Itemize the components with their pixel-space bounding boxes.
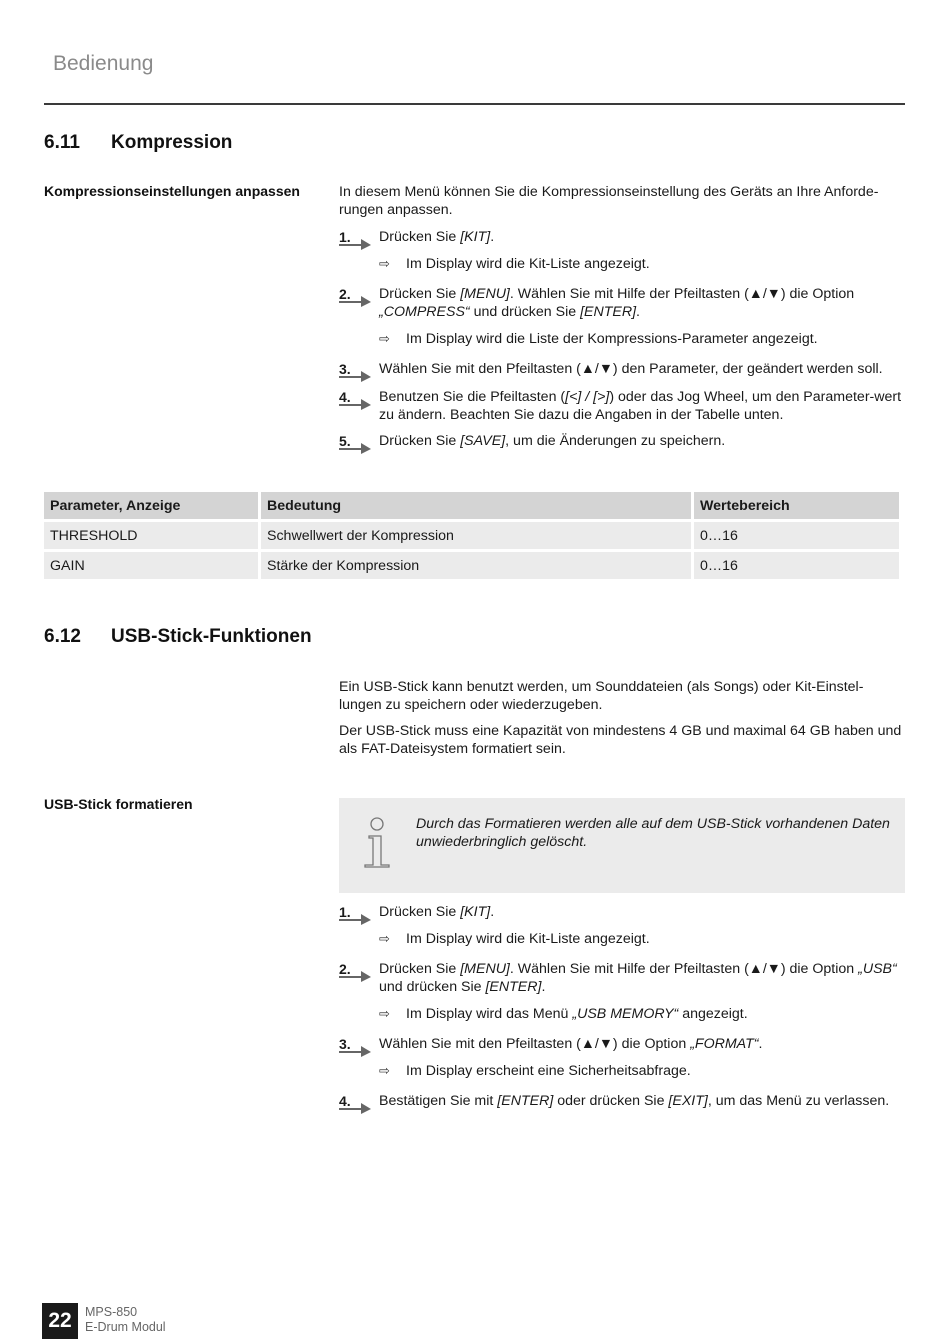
note-box (339, 798, 905, 893)
table-row (44, 522, 899, 549)
result-text: Im Display wird die Liste der Kompressions-Parameter angezeigt. (406, 331, 818, 347)
step-arrow-icon (339, 396, 371, 410)
table-row (44, 552, 899, 579)
table-header-row (44, 492, 899, 519)
info-icon (361, 817, 393, 869)
step-number: 1. (339, 904, 351, 920)
note-text: Durch das Formatieren werden alle auf dem USB-Stick vorhandenen Daten unwiederbringlich gelöscht. (416, 816, 890, 850)
step-text: Drücken Sie [MENU]. Wählen Sie mit Hilfe der Pfeiltasten (▲/▼) die Option „USB“ und drücken Sie [ENTER]. (379, 961, 897, 995)
side-label-compression: Kompressionseinstellungen anpassen (44, 183, 300, 199)
result-text: Im Display wird die Kit-Liste angezeigt. (406, 256, 650, 272)
result-text: Im Display wird die Kit-Liste angezeigt. (406, 931, 650, 947)
step-arrow-icon (339, 236, 371, 250)
table-cell: Stärke der Kompression (261, 552, 691, 579)
result-arrow-icon: ⇨ (379, 256, 390, 271)
step-text: Bestätigen Sie mit [ENTER] oder drücken Sie [EXIT], um das Menü zu verlassen. (379, 1093, 890, 1109)
step-arrow-icon (339, 368, 371, 382)
step-arrow-icon (339, 1100, 371, 1114)
step-text: Drücken Sie [KIT]. (379, 229, 495, 245)
intro-paragraph: In diesem Menü können Sie die Kompressionseinstellung des Geräts an Ihre Anforde-rungen anpassen. (339, 184, 879, 218)
section-title: Kompression (111, 132, 233, 153)
step-arrow-icon (339, 968, 371, 982)
step-number: 2. (339, 961, 351, 977)
step-number: 1. (339, 229, 351, 245)
page-number: 22 (42, 1303, 78, 1339)
table-header: Bedeutung (261, 492, 691, 519)
table-cell: 0…16 (694, 552, 899, 579)
usb-paragraph-1: Ein USB-Stick kann benutzt werden, um Sounddateien (als Songs) oder Kit-Einstel-lungen zu speichern oder wiederzugeben. (339, 679, 864, 713)
step-arrow-icon (339, 293, 371, 307)
parameter-table (41, 489, 902, 582)
result-text: Im Display erscheint eine Sicherheitsabfrage. (406, 1063, 691, 1079)
result-arrow-icon: ⇨ (379, 931, 390, 946)
step-number: 5. (339, 433, 351, 449)
step-number: 3. (339, 361, 351, 377)
step-number: 3. (339, 1036, 351, 1052)
table-cell: Schwellwert der Kompression (261, 522, 691, 549)
step-text: Wählen Sie mit den Pfeiltasten (▲/▼) den Parameter, der geändert werden soll. (379, 361, 883, 377)
step-text: Drücken Sie [MENU]. Wählen Sie mit Hilfe der Pfeiltasten (▲/▼) die Option „COMPRESS“ und drücken Sie [ENTER]. (379, 286, 855, 320)
table-cell: 0…16 (694, 522, 899, 549)
result-arrow-icon: ⇨ (379, 1006, 390, 1021)
step-number: 2. (339, 286, 351, 302)
section-number: 6.12 (44, 626, 81, 647)
step-text: Wählen Sie mit den Pfeiltasten (▲/▼) die Option „FORMAT“. (379, 1036, 763, 1052)
step-number: 4. (339, 389, 351, 405)
step-arrow-icon (339, 1043, 371, 1057)
result-arrow-icon: ⇨ (379, 331, 390, 346)
section-title: USB-Stick-Funktionen (111, 626, 312, 647)
step-text: Drücken Sie [SAVE], um die Änderungen zu speichern. (379, 433, 726, 449)
step-arrow-icon (339, 440, 371, 454)
running-header: Bedienung (53, 52, 154, 75)
table-header: Wertebereich (694, 492, 899, 519)
result-arrow-icon: ⇨ (379, 1063, 390, 1078)
table-cell: THRESHOLD (44, 522, 258, 549)
table-header: Parameter, Anzeige (44, 492, 258, 519)
step-text: Benutzen Sie die Pfeiltasten ([<] / [>]) oder das Jog Wheel, um den Parameter-wert zu ändern. Beachten Sie dazu die Angaben in der Tabelle unten. (379, 389, 902, 423)
step-number: 4. (339, 1093, 351, 1109)
section-heading-6-11 (44, 132, 232, 154)
table-cell: GAIN (44, 552, 258, 579)
result-text: Im Display wird das Menü „USB MEMORY“ angezeigt. (406, 1006, 748, 1022)
header-rule (44, 103, 905, 105)
step-text: Drücken Sie [KIT]. (379, 904, 495, 920)
section-heading-6-12 (44, 626, 312, 648)
step-arrow-icon (339, 911, 371, 925)
side-label-usb-format: USB-Stick formatieren (44, 796, 193, 812)
footer-product: E-Drum Modul (85, 1320, 166, 1334)
usb-paragraph-2: Der USB-Stick muss eine Kapazität von mindestens 4 GB und maximal 64 GB haben und als FAT-Dateisystem formatiert sein. (339, 723, 902, 757)
footer-model: MPS-850 (85, 1305, 138, 1319)
section-number: 6.11 (44, 132, 80, 153)
